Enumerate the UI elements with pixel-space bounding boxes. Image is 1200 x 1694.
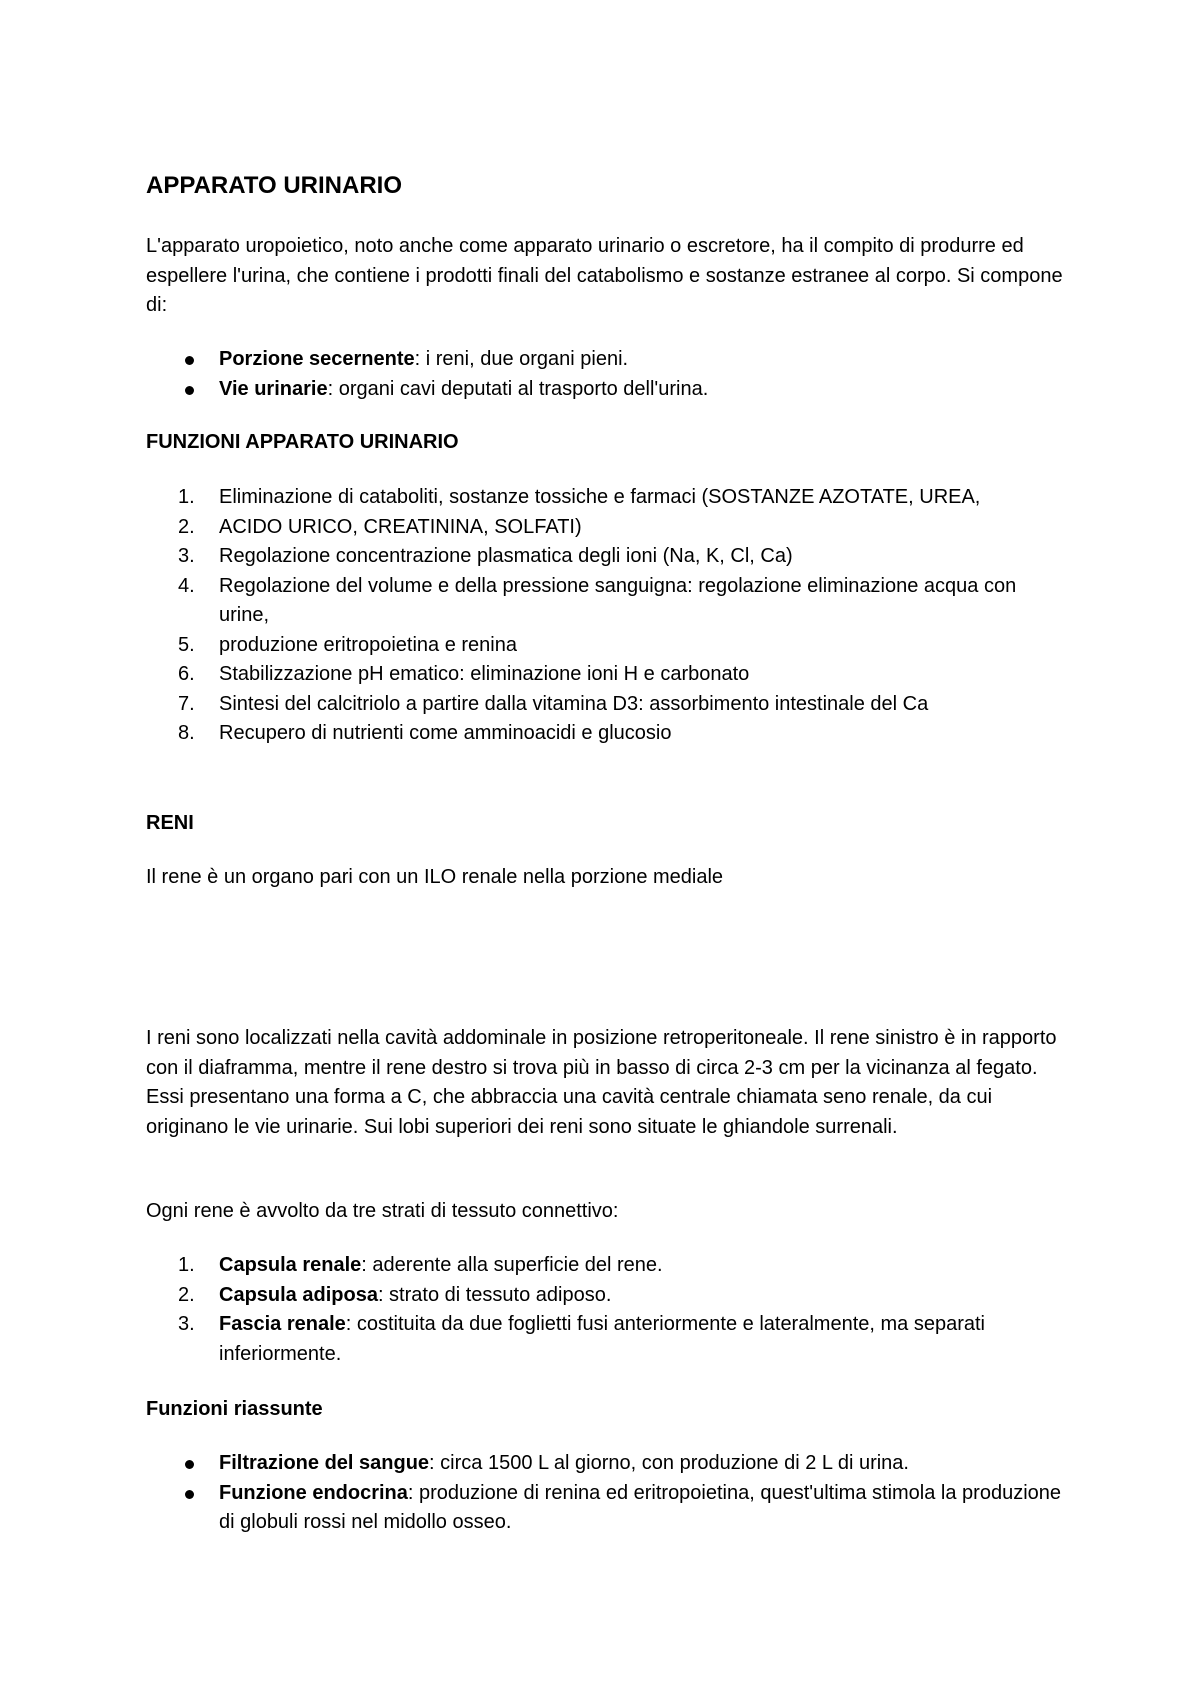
bullet-icon [185, 386, 194, 395]
list-item-number: 1. [178, 1254, 195, 1276]
list-item-text: Eliminazione di cataboliti, sostanze tossiche e farmaci (SOSTANZE AZOTATE, UREA, [219, 486, 981, 508]
list-item-number: 4. [178, 574, 195, 597]
functions-list [146, 483, 1066, 749]
functions-heading-block [146, 428, 1066, 458]
components-list [146, 345, 1066, 404]
list-item-number: 1. [178, 486, 195, 508]
list-item-term: Capsula renale [219, 1254, 362, 1276]
list-item-text: : strato di tessuto adiposo. [377, 1283, 612, 1306]
list-item-number: 3. [178, 545, 195, 567]
layers-intro-paragraph: Ogni rene è avvolto da tre strati di tessuto connettivo: [146, 1200, 619, 1222]
list-item [146, 542, 1066, 572]
list-item [146, 1281, 1066, 1311]
reni-location-block [146, 1024, 1066, 1142]
list-item [146, 483, 1066, 513]
list-item-term: Capsula adiposa [219, 1283, 378, 1306]
bullet-icon [185, 1460, 194, 1469]
list-item-text: : costituita da due foglietti fusi anteriormente e lateralmente, ma separati inferiormente. [219, 1313, 985, 1365]
list-item-number: 8. [178, 722, 195, 744]
list-item-text: Regolazione del volume e della pressione sanguigna: regolazione eliminazione acqua con urine, [219, 574, 1017, 626]
layers-intro-block [146, 1197, 1066, 1227]
summary-heading: Funzioni riassunte [146, 1398, 323, 1420]
reni-intro-paragraph: Il rene è un organo pari con un ILO renale nella porzione mediale [146, 866, 724, 888]
summary-heading-block [146, 1395, 1066, 1425]
components-list-section [146, 345, 1066, 404]
reni-location-paragraph: I reni sono localizzati nella cavità addominale in posizione retroperitoneale. Il rene sinistro è in rapporto con il diaframma, mentre il rene destro si trova più in basso di circa 2-3 cm per la vicinanza al fegato. Essi presentano una forma a C, che abbraccia una cavità centrale chiamata seno renale, da cui originano le vie urinarie. Sui lobi superiori dei reni sono situate le ghiandole surrenali. [146, 1027, 1057, 1138]
list-item [146, 1449, 1066, 1479]
list-item [146, 345, 1066, 375]
list-item-text: produzione eritropoietina e renina [219, 633, 517, 656]
list-item [146, 513, 1066, 543]
bullet-icon [185, 1490, 194, 1499]
document-title: APPARATO URINARIO [146, 172, 403, 199]
list-item [146, 690, 1066, 720]
list-item-text: : circa 1500 L al giorno, con produzione di 2 L di urina. [429, 1452, 909, 1474]
list-item [146, 375, 1066, 405]
functions-list-section [146, 483, 1066, 749]
list-item-number: 5. [178, 633, 195, 656]
list-item [146, 1251, 1066, 1281]
list-item-text: Regolazione concentrazione plasmatica degli ioni (Na, K, Cl, Ca) [219, 545, 793, 567]
list-item-text: : produzione di renina ed eritropoietina, quest'ultima stimola la produzione di globuli rossi nel midollo osseo. [219, 1481, 1062, 1533]
list-item [146, 1479, 1066, 1538]
list-item-term: Funzione endocrina [219, 1481, 408, 1504]
reni-heading-block [146, 809, 1066, 839]
intro-paragraph: L'apparato uropoietico, noto anche come apparato urinario o escretore, ha il compito di produrre ed espellere l'urina, che contiene i prodotti finali del catabolismo e sostanze estranee al corpo. Si compone di: [146, 235, 1063, 316]
bullet-icon [185, 356, 194, 365]
list-item [146, 719, 1066, 749]
reni-heading: RENI [146, 812, 194, 834]
list-item [146, 631, 1066, 661]
intro-section [146, 232, 1066, 321]
list-item-text: Recupero di nutrienti come amminoacidi e glucosio [219, 722, 672, 744]
list-item [146, 660, 1066, 690]
list-item-text: : i reni, due organi pieni. [414, 348, 629, 370]
list-item-text: : aderente alla superficie del rene. [361, 1254, 663, 1276]
summary-list [146, 1449, 1066, 1538]
list-item-term: Fascia renale [219, 1313, 346, 1335]
reni-intro-block [146, 863, 1066, 893]
list-item [146, 1310, 1066, 1369]
list-item-text: Sintesi del calcitriolo a partire dalla vitamina D3: assorbimento intestinale del Ca [219, 692, 929, 715]
list-item-number: 2. [178, 515, 195, 538]
list-item-number: 3. [178, 1313, 195, 1335]
list-item-text: : organi cavi deputati al trasporto dell'urina. [327, 377, 709, 400]
layers-list [146, 1251, 1066, 1369]
summary-list-section [146, 1449, 1066, 1538]
list-item-text: ACIDO URICO, CREATININA, SOLFATI) [219, 515, 582, 538]
list-item-term: Vie urinarie [219, 377, 328, 400]
list-item-number: 2. [178, 1283, 195, 1306]
list-item-term: Porzione secernente [219, 348, 415, 370]
list-item-term: Filtrazione del sangue [219, 1452, 430, 1474]
list-item-number: 7. [178, 692, 195, 715]
layers-list-section [146, 1251, 1066, 1369]
list-item [146, 572, 1066, 631]
functions-heading: FUNZIONI APPARATO URINARIO [146, 431, 459, 453]
list-item-number: 6. [178, 663, 195, 685]
list-item-text: Stabilizzazione pH ematico: eliminazione ioni H e carbonato [219, 663, 750, 685]
